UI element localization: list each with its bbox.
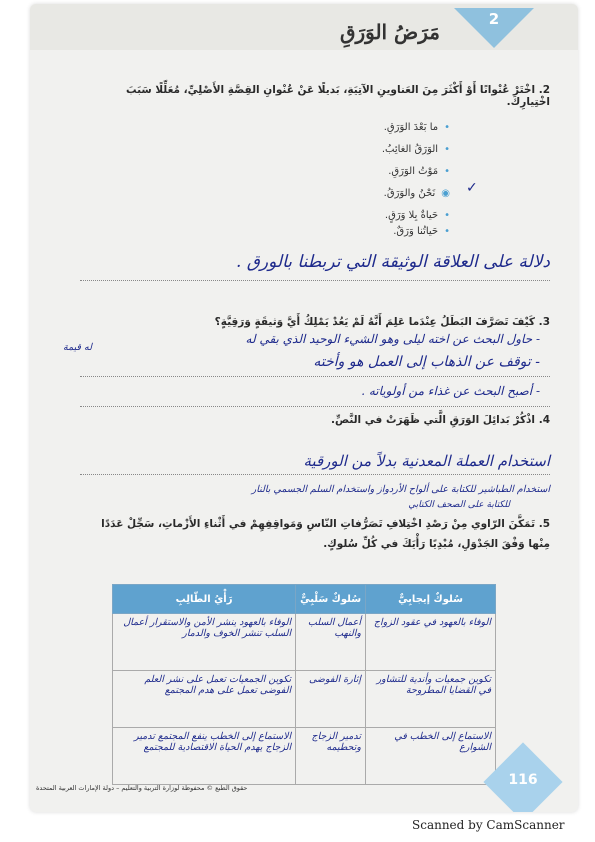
answer-q3-line: - توقف عن الذهاب إلى العمل هو وأخته bbox=[313, 354, 540, 370]
table-cell: الاستماع إلى الخطب ينفع المجتمع تدمير الزجاج يهدم الحياة الاقتصادية للمجتمع bbox=[113, 728, 296, 785]
answer-line bbox=[80, 280, 550, 281]
header-positive: سُلوكٌ إيجابِيٌّ bbox=[365, 585, 495, 614]
table-row bbox=[113, 614, 496, 671]
option-item: ◉نَحْنُ والوَرَقُ. bbox=[383, 188, 450, 199]
answer-line bbox=[80, 376, 550, 377]
answer-q3-line: - أصبح البحث عن غذاء من أولوياته . bbox=[361, 384, 540, 398]
table-row bbox=[113, 728, 496, 785]
answer-line bbox=[80, 474, 550, 475]
answer-q4-line: استخدام الطباشير للكتابة على ألواح الأردواز واستخدام السلم الجسمي بالنار bbox=[251, 484, 550, 495]
answer-q2: دلالة على العلاقة الوثيقة التي تربطنا بالورق . bbox=[235, 252, 550, 272]
bullet-icon: • bbox=[444, 166, 450, 177]
option-item: •حَياتُنا وَرَقٌ. bbox=[393, 226, 450, 237]
table-cell: تدمير الزجاج وتحطيمه bbox=[296, 728, 366, 785]
question-3: 3. كَيْفَ تَصَرَّفَ البَطَلُ عِنْدَما عَلِمَ أَنَّهُ لَمْ يَعُدْ يَمْلِكُ أَيَّ وَثيقَةٍ وَرَقِيَّةٍ؟ bbox=[214, 316, 550, 328]
table-cell: الوفاء بالعهود في عقود الزواج bbox=[365, 614, 495, 671]
table-header-row bbox=[113, 585, 496, 614]
option-item: •حَياةٌ بِلا وَرَقٍ. bbox=[384, 210, 450, 221]
question-2: 2. اخْتَرْ عُنْوانًا أَوْ أَكْثَرَ مِنَ العَناوينِ الآتِيَةِ، بَديلًا عَنْ عُنْوانِ القِصَّةِ الأَصْلِيِّ، مُعَلِّلًا سَبَبَ اخْتِيارِكَ. bbox=[125, 84, 550, 108]
bullet-icon: • bbox=[444, 144, 450, 155]
table-cell: الوفاء بالعهود ينشر الأمن والاستقرار أعمال السلب تنشر الخوف والدمار bbox=[113, 614, 296, 671]
option-item: •ما بَعْدَ الوَرَقِ. bbox=[383, 122, 450, 133]
page-number: 116 bbox=[508, 772, 538, 788]
margin-note: له قيمة bbox=[62, 342, 92, 353]
header-opinion: رَأْيُ الطّالِبِ bbox=[113, 585, 296, 614]
checkmark-icon: ✓ bbox=[466, 180, 478, 196]
bullet-icon: • bbox=[444, 122, 450, 133]
question-5: 5. تَمَكَّنَ الرّاوي مِنْ رَصْدِ اخْتِلافِ تَصَرُّفاتِ النّاسِ وَمَواقِفِهِمْ في أَثْناءِ الأَزْماتِ، سَجِّلْ عَدَدًا مِنْها وَفْقَ الجَدْوَلِ، مُبْدِيًا رَأْيَكَ في كُلِّ سُلوكٍ. bbox=[101, 518, 550, 550]
copyright-footer: حقوق الطبع © محفوظة لوزارة التربية والتعليم – دولة الإمارات العربية المتحدة bbox=[36, 784, 248, 792]
option-item: •مَوْتُ الوَرَقِ. bbox=[388, 166, 450, 177]
table-cell: تكوين جمعيات وأندية للتشاور في القضايا المطروحة bbox=[365, 671, 495, 728]
lesson-number: 2 bbox=[488, 10, 500, 28]
table-row bbox=[113, 671, 496, 728]
scanner-watermark: Scanned by CamScanner bbox=[412, 818, 565, 832]
answer-line bbox=[80, 406, 550, 407]
lesson-title: مَرَضُ الوَرَقِ bbox=[339, 20, 440, 44]
table-cell: أعمال السلب والنهب bbox=[296, 614, 366, 671]
option-item: •الوَرَقُ الغائِبُ. bbox=[381, 144, 450, 155]
answer-q4-line: استخدام العملة المعدنية بدلاً من الورقية bbox=[303, 452, 550, 470]
bullet-icon: • bbox=[444, 226, 450, 237]
question-4: 4. اذْكُرْ بَدائِلَ الوَرَقِ الَّتي ظَهَرَتْ في النَّصِّ. bbox=[331, 414, 550, 426]
bullet-icon: • bbox=[444, 210, 450, 221]
table-cell: تكوين الجمعيات تعمل على نشر العلم الفوضى تعمل على هدم المجتمع bbox=[113, 671, 296, 728]
header-negative: سُلوكٌ سَلْبِيٌّ bbox=[296, 585, 366, 614]
answer-q4-line: للكتابة على الصحف الكتابي bbox=[408, 500, 510, 510]
table-cell: الاستماع إلى الخطب في الشوارع bbox=[365, 728, 495, 785]
bullet-icon: ◉ bbox=[441, 188, 450, 199]
table-cell: إثارة الفوضى bbox=[296, 671, 366, 728]
behavior-table bbox=[112, 584, 496, 785]
workbook-page bbox=[30, 4, 578, 812]
answer-q3-line: - حاول البحث عن اخته ليلى وهو الشيء الوحيد الذي بقي له bbox=[245, 332, 540, 346]
